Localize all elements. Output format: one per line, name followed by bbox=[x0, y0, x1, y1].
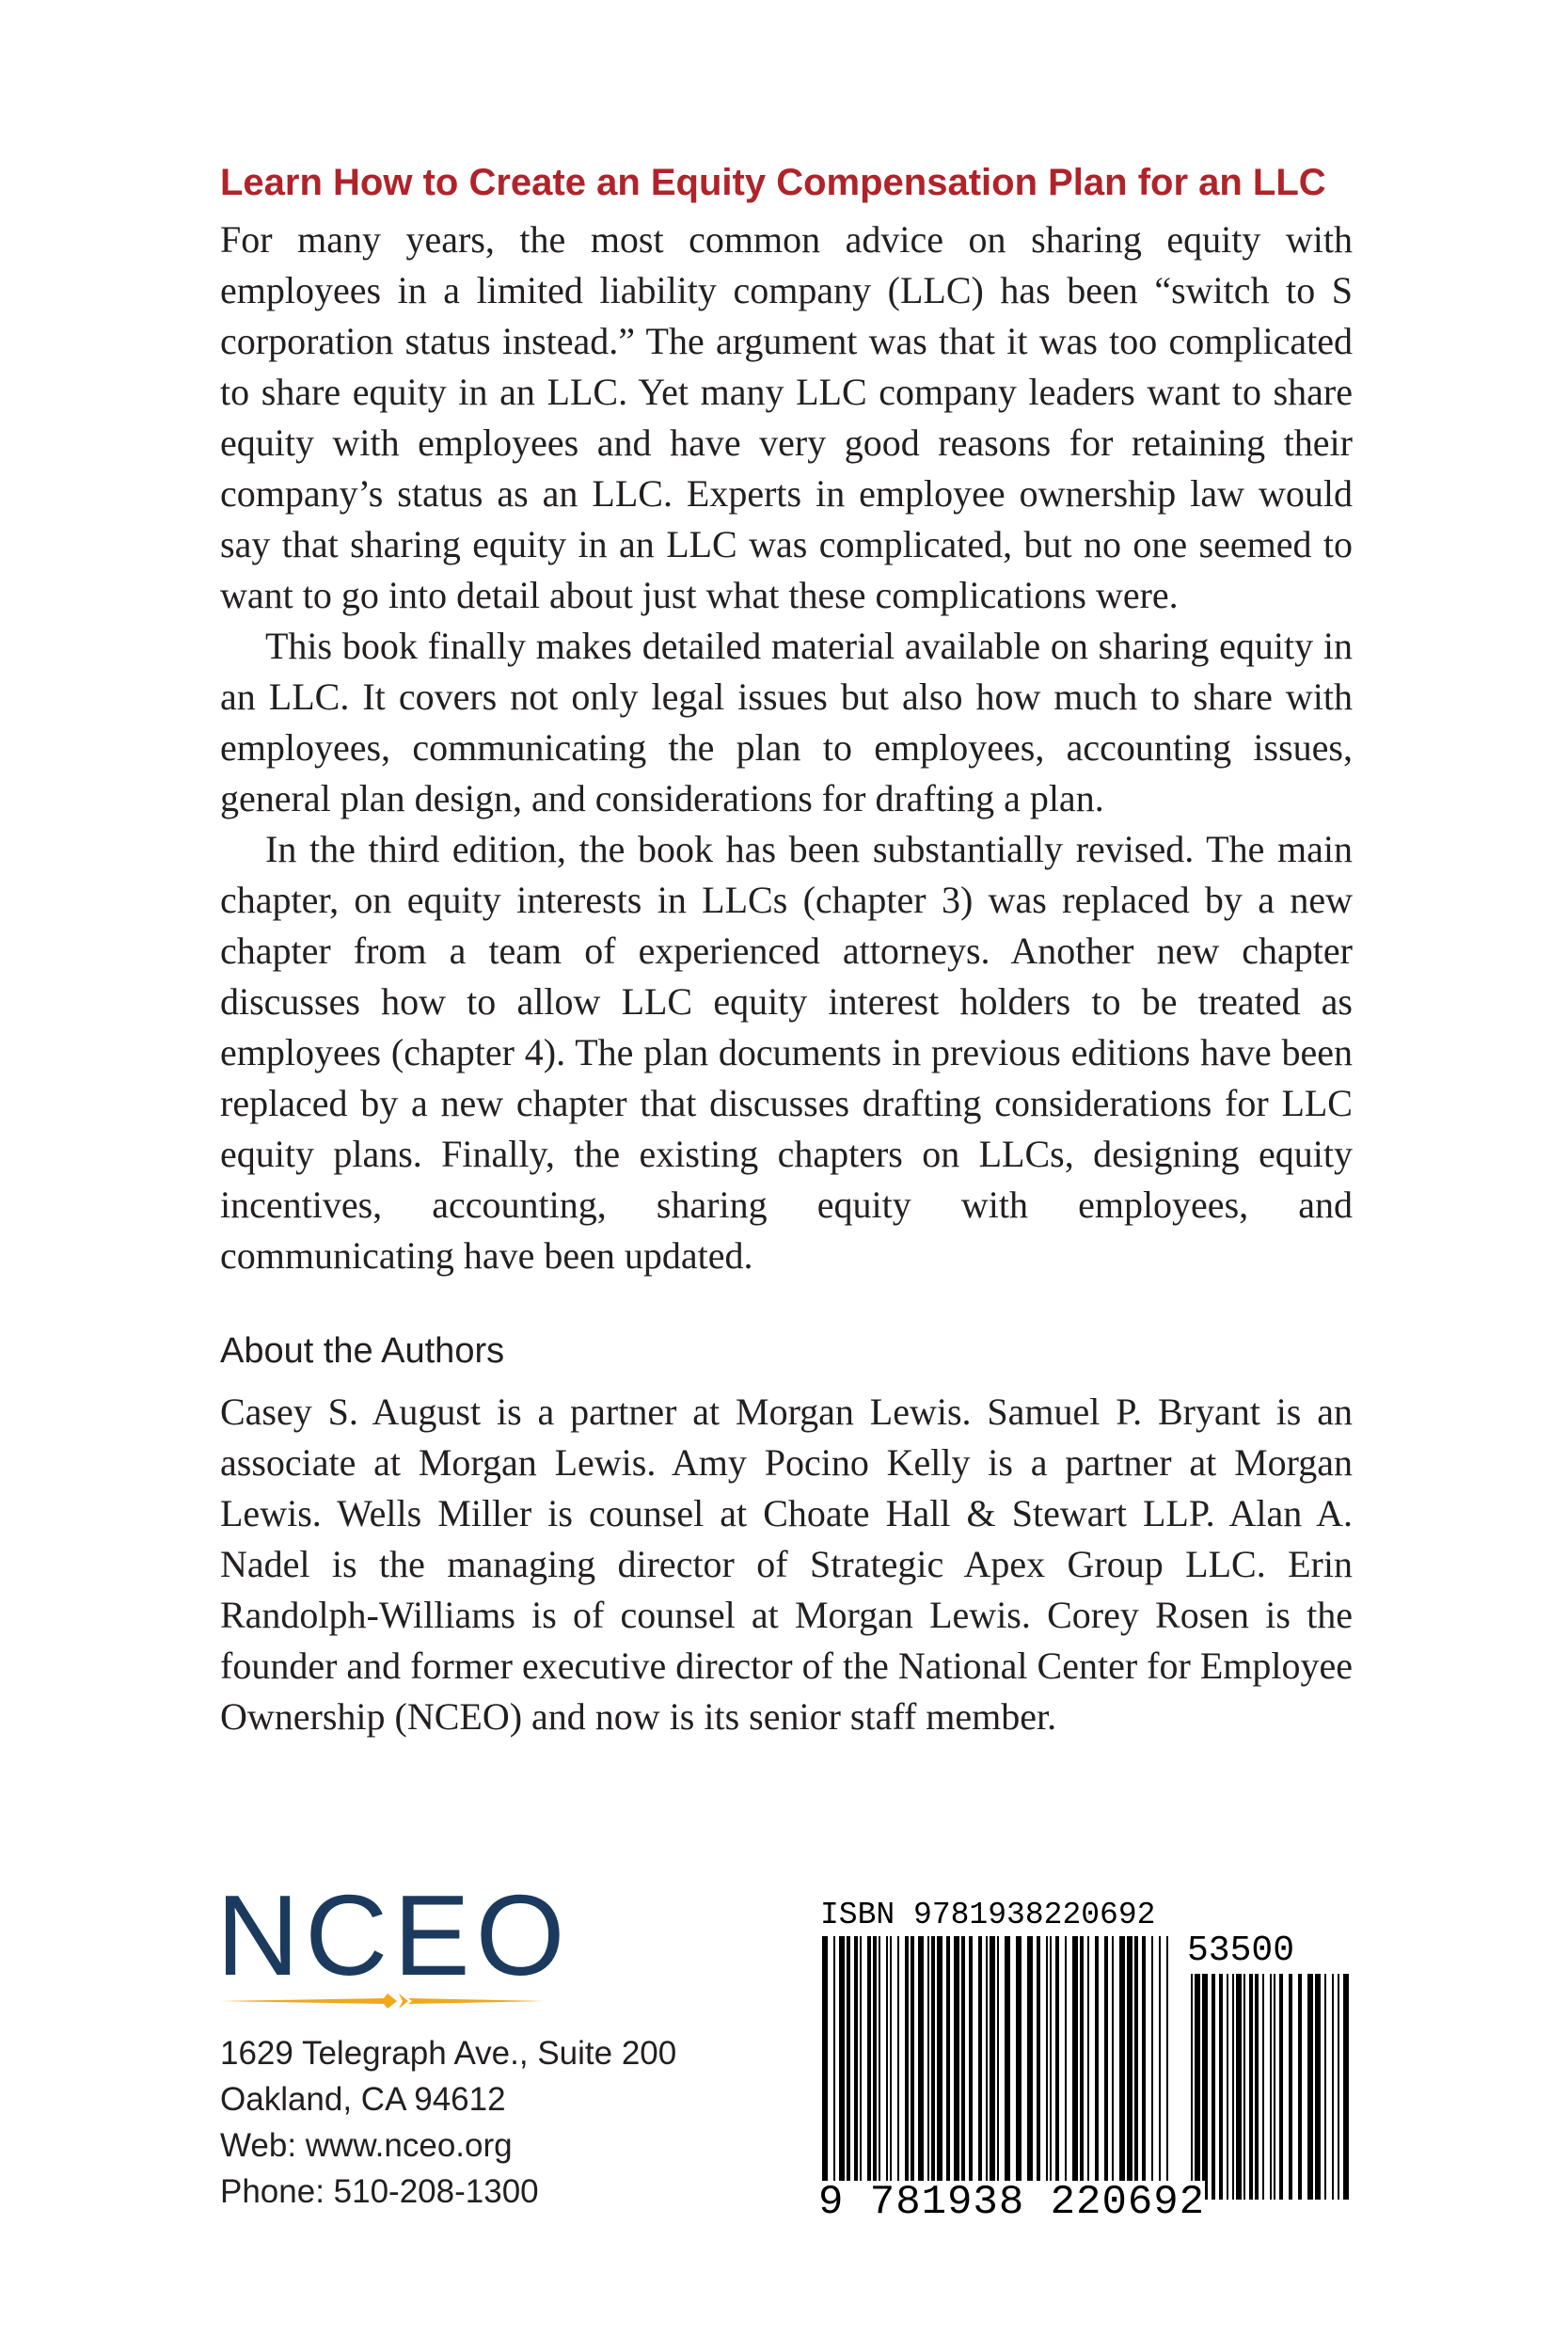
barcode-bar bbox=[954, 1936, 959, 2200]
barcode-bar bbox=[1046, 1936, 1048, 2200]
ean-barcode-bars bbox=[822, 1936, 1174, 2200]
barcode-bar bbox=[1065, 1936, 1067, 2200]
barcode-bar bbox=[1338, 1974, 1339, 2200]
barcode-bar bbox=[879, 1936, 880, 2200]
barcode-bar bbox=[1270, 1974, 1272, 2200]
barcode-bar bbox=[1249, 1974, 1253, 2200]
barcode-bar bbox=[1232, 1974, 1234, 2200]
cover-copy bbox=[220, 158, 1353, 1742]
address-line-2: Oakland, CA 94612 bbox=[220, 2081, 506, 2118]
barcode-bar bbox=[1050, 1936, 1052, 2200]
barcode-bar bbox=[1151, 1936, 1153, 2200]
barcode-bar bbox=[1227, 1974, 1228, 2200]
barcode-bar bbox=[1243, 1974, 1245, 2200]
barcode-bar bbox=[897, 1936, 899, 2200]
nceo-logo bbox=[216, 1871, 571, 2009]
barcode-bar bbox=[1219, 1974, 1223, 2200]
barcode-bar bbox=[1080, 1936, 1084, 2200]
barcode-bar bbox=[997, 1936, 999, 2200]
address-line-1: 1629 Telegraph Ave., Suite 200 bbox=[220, 2035, 677, 2072]
barcode-bar bbox=[1087, 1936, 1089, 2200]
barcode-bar bbox=[1289, 1974, 1292, 2200]
barcode-bar bbox=[854, 1936, 858, 2200]
barcode-bar bbox=[961, 1936, 965, 2200]
description-paragraph-1: For many years, the most common advice on sharing equity with employees in a limited liability company (LLC) has been “switch to S corporation status instead.” The argument was that it was too complicated to share equity in an LLC. Yet many LLC company leaders want to share equity with employees and have very good reasons for retaining their company’s status as an LLC. Experts in employee ownership law would say that sharing equity in an LLC was complicated, but no one seemed to want to go into detail about just what these complications were. bbox=[220, 218, 1353, 616]
barcode-bar bbox=[867, 1936, 871, 2200]
price-code: 53500 bbox=[1187, 1931, 1295, 1971]
barcode-bar bbox=[839, 1936, 845, 2200]
web-address: Web: www.nceo.org bbox=[220, 2127, 513, 2164]
barcode-bar bbox=[1298, 1974, 1302, 2200]
barcode-bar bbox=[1037, 1936, 1040, 2200]
barcode-bar bbox=[1119, 1936, 1125, 2200]
logo-wordmark: NCEO bbox=[216, 1871, 571, 1999]
isbn-digits: 9 781938 220692 bbox=[818, 2179, 1206, 2226]
isbn-label: ISBN 9781938220692 bbox=[820, 1898, 1156, 1932]
barcode-bar bbox=[1279, 1974, 1283, 2200]
barcode-bar bbox=[946, 1936, 950, 2200]
barcode-bar bbox=[1332, 1974, 1334, 2200]
barcode-bar bbox=[1195, 1974, 1200, 2200]
barcode-bar bbox=[1202, 1974, 1208, 2200]
barcode-bar bbox=[1262, 1974, 1264, 2200]
description-paragraph-2: This book finally makes detailed material available on sharing equity in an LLC. It covers not only legal issues but also how much to share with employees, communicating the plan to employees, accounting issues, general plan design, and considerations for drafting a plan. bbox=[220, 625, 1353, 819]
barcode-bar bbox=[1005, 1936, 1010, 2200]
barcode-bar bbox=[1166, 1936, 1168, 2200]
logo-accent-bar bbox=[220, 1994, 546, 2009]
barcode-bar bbox=[931, 1936, 935, 2200]
barcode-bar bbox=[1159, 1936, 1161, 2200]
barcode-bar bbox=[1315, 1974, 1321, 2200]
barcode-bar bbox=[905, 1936, 909, 2200]
about-authors-heading: About the Authors bbox=[220, 1331, 505, 1371]
barcode-bar bbox=[1236, 1974, 1242, 2200]
barcode-bar bbox=[1055, 1936, 1059, 2200]
barcode-bar bbox=[1016, 1936, 1022, 2200]
barcode-bar bbox=[927, 1936, 929, 2200]
barcode-bar bbox=[1104, 1936, 1108, 2200]
barcode-bar bbox=[1134, 1936, 1138, 2200]
barcode-bar bbox=[1191, 1974, 1193, 2200]
barcode-bar bbox=[1112, 1936, 1114, 2200]
barcode-bar bbox=[937, 1936, 942, 2200]
publisher-address bbox=[220, 2030, 784, 2215]
barcode-bar bbox=[1072, 1936, 1078, 2200]
barcode-bar bbox=[833, 1936, 835, 2200]
barcode-bar bbox=[1142, 1936, 1146, 2200]
barcode-bar bbox=[1307, 1974, 1313, 2200]
phone-number: Phone: 510-208-1300 bbox=[220, 2173, 539, 2210]
barcode-bar bbox=[978, 1936, 982, 2200]
barcode-bar bbox=[1343, 1974, 1349, 2200]
description-paragraph-3: In the third edition, the book has been substantially revised. The main chapter, on equity interests in LLCs (chapter 3) was replaced by a new chapter from a team of experienced attorneys. Another new chapter discusses how to allow LLC equity interest holders to be treated as employees (chapter 4). The plan documents in previous editions have been replaced by a new chapter that discusses drafting considerations for LLC equity plans. Finally, the existing chapters on LLCs, designing equity incentives, accounting, sharing equity with employees, and communicating have been updated. bbox=[220, 828, 1353, 1277]
barcode-bar bbox=[860, 1936, 862, 2200]
barcode-bar bbox=[1095, 1936, 1099, 2200]
barcode-bar bbox=[969, 1936, 973, 2200]
about-authors-text: Casey S. August is a partner at Morgan Lewis. Samuel P. Bryant is an associate at Morgan Lewis. Amy Pocino Kelly is a partner at Morgan Lewis. Wells Miller is counsel at Choate Hall & Stewart LLP. Alan A. Nadel is the managing director of Strategic Apex Group LLC. Erin Randolph-Williams is of counsel at Morgan Lewis. Corey Rosen is the founder and former executive director of the National Center for Employee Ownership (NCEO) and now is its senior staff member. bbox=[220, 1391, 1353, 1738]
barcode-bar bbox=[1127, 1936, 1132, 2200]
barcode-bar bbox=[1324, 1974, 1326, 2200]
barcode-bar bbox=[847, 1936, 850, 2200]
barcode-bar bbox=[990, 1936, 995, 2200]
headline: Learn How to Create an Equity Compensation Plan for an LLC bbox=[220, 162, 1326, 203]
barcode-bar bbox=[911, 1936, 914, 2200]
barcode-bar bbox=[1274, 1974, 1275, 2200]
barcode-bar bbox=[918, 1936, 924, 2200]
barcode-bar bbox=[1212, 1974, 1215, 2200]
isbn-barcode bbox=[818, 1899, 1354, 2228]
price-barcode-bars bbox=[1191, 1974, 1351, 2200]
barcode-bar bbox=[1027, 1936, 1033, 2200]
barcode-bar bbox=[1255, 1974, 1259, 2200]
barcode-bar bbox=[822, 1936, 828, 2200]
barcode-bar bbox=[890, 1936, 892, 2200]
barcode-bar bbox=[986, 1936, 988, 2200]
barcode-bar bbox=[886, 1936, 888, 2200]
barcode-bar bbox=[873, 1936, 877, 2200]
